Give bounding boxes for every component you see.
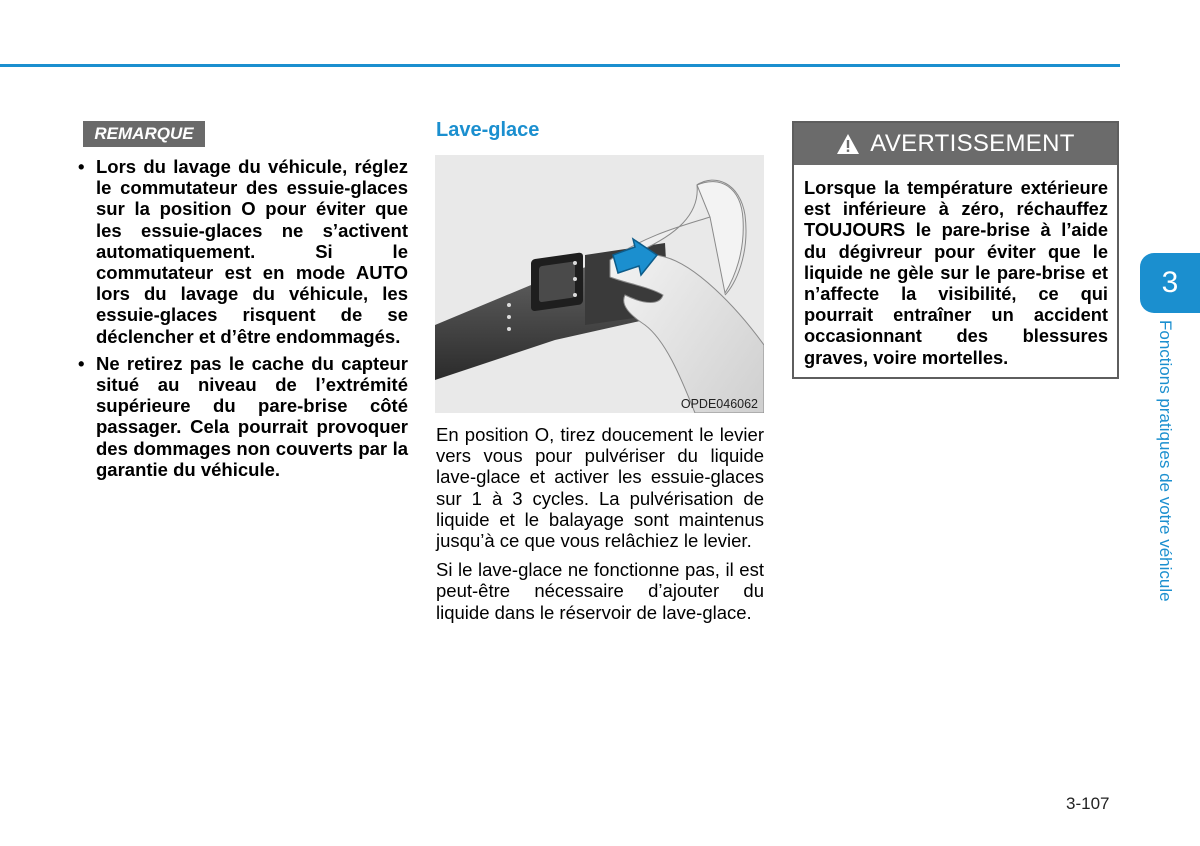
- figure-caption: OPDE046062: [680, 397, 758, 411]
- chapter-number-tab: 3: [1140, 253, 1200, 313]
- wiper-lever-image: [435, 155, 764, 413]
- body-text: [436, 424, 764, 631]
- body-paragraph: Si le lave-glace ne fonctionne pas, il est peut-être nécessaire d’ajouter du liquide dans le réservoir de lave-glace.: [436, 559, 764, 623]
- remark-list: [78, 156, 408, 486]
- remark-item-text: Lors du lavage du véhicule, réglez le commutateur des essuie-glaces sur la position O pour éviter que les essuie-glaces ne s’activent automatiquement. Si le commutateur est en mode AUTO lors du lavage du véhicule, les essuie-glaces risquent de se déclencher et d’être endommagés.: [96, 156, 408, 347]
- chapter-label: Fonctions pratiques de votre véhicule: [1156, 320, 1175, 602]
- remark-item: [78, 156, 408, 347]
- warning-text: Lorsque la température extérieure est inférieure à zéro, réchauffez TOUJOURS le pare-brise à l’aide du dégivreur pour éviter que le liquide ne gèle sur le pare-brise et n’affecte la visibilité, ce qui pourrait entraîner un accident occasionnant des blessures graves, voire mortelles.: [804, 177, 1108, 368]
- wiper-stalk-illustration: [435, 155, 764, 413]
- remark-item: [78, 353, 408, 480]
- section-title: Lave-glace: [436, 119, 540, 141]
- warning-triangle-icon: [836, 133, 860, 155]
- warning-box: [792, 121, 1119, 379]
- bullet-icon: •: [78, 156, 85, 177]
- header-rule: [0, 64, 1120, 67]
- page-number: 3-107: [1066, 794, 1110, 813]
- remark-item-text: Ne retirez pas le cache du capteur situé au niveau de l’extrémité supérieure du pare-brise côté passager. Cela pourrait provoquer des dommages non couverts par la garantie du véhicule.: [96, 352, 408, 480]
- body-paragraph: En position O, tirez doucement le levier vers vous pour pulvériser du liquide lave-glace et activer les essuie-glaces sur 1 à 3 cycles. La pulvérisation de liquide et le balayage sont maintenus jusqu’à ce que vous relâchiez le levier.: [436, 424, 764, 552]
- warning-title: AVERTISSEMENT: [870, 130, 1075, 157]
- bullet-icon: •: [78, 352, 85, 374]
- remark-badge: REMARQUE: [83, 121, 205, 147]
- warning-header: [794, 123, 1117, 165]
